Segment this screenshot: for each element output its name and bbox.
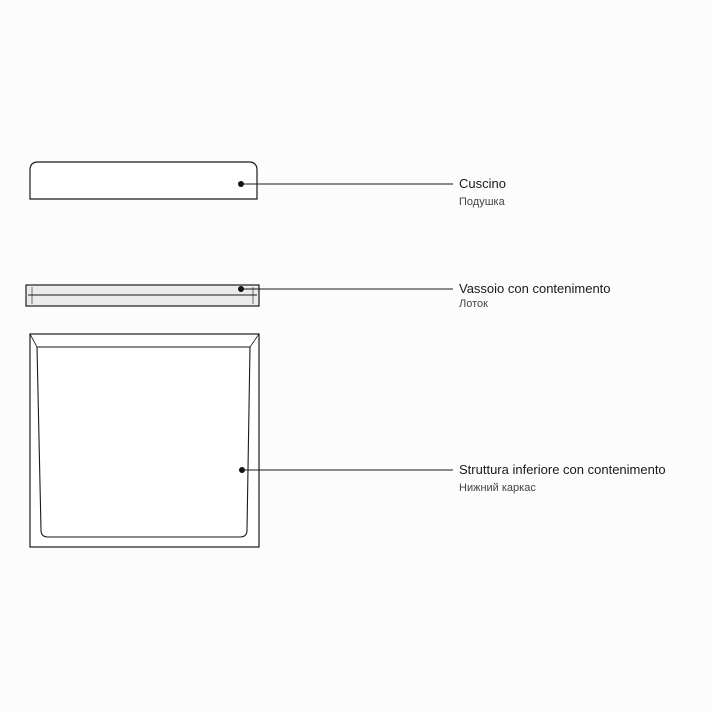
base-shape [30,334,259,547]
cushion-sublabel: Подушка [459,196,505,208]
base-label: Struttura inferiore con contenimento [459,462,666,477]
base-sublabel: Нижний каркас [459,482,536,494]
tray-label: Vassoio con contenimento [459,281,611,296]
tray-sublabel: Лоток [459,298,488,310]
tray-label-group [459,281,611,312]
cushion-shape [30,162,257,199]
tray-shape [26,285,259,306]
leader-tray [238,286,453,292]
cushion-label: Cuscino [459,176,506,191]
cushion-label-group [459,176,506,210]
leader-cushion [238,181,453,187]
leader-base [239,467,453,473]
base-label-group [459,462,666,496]
